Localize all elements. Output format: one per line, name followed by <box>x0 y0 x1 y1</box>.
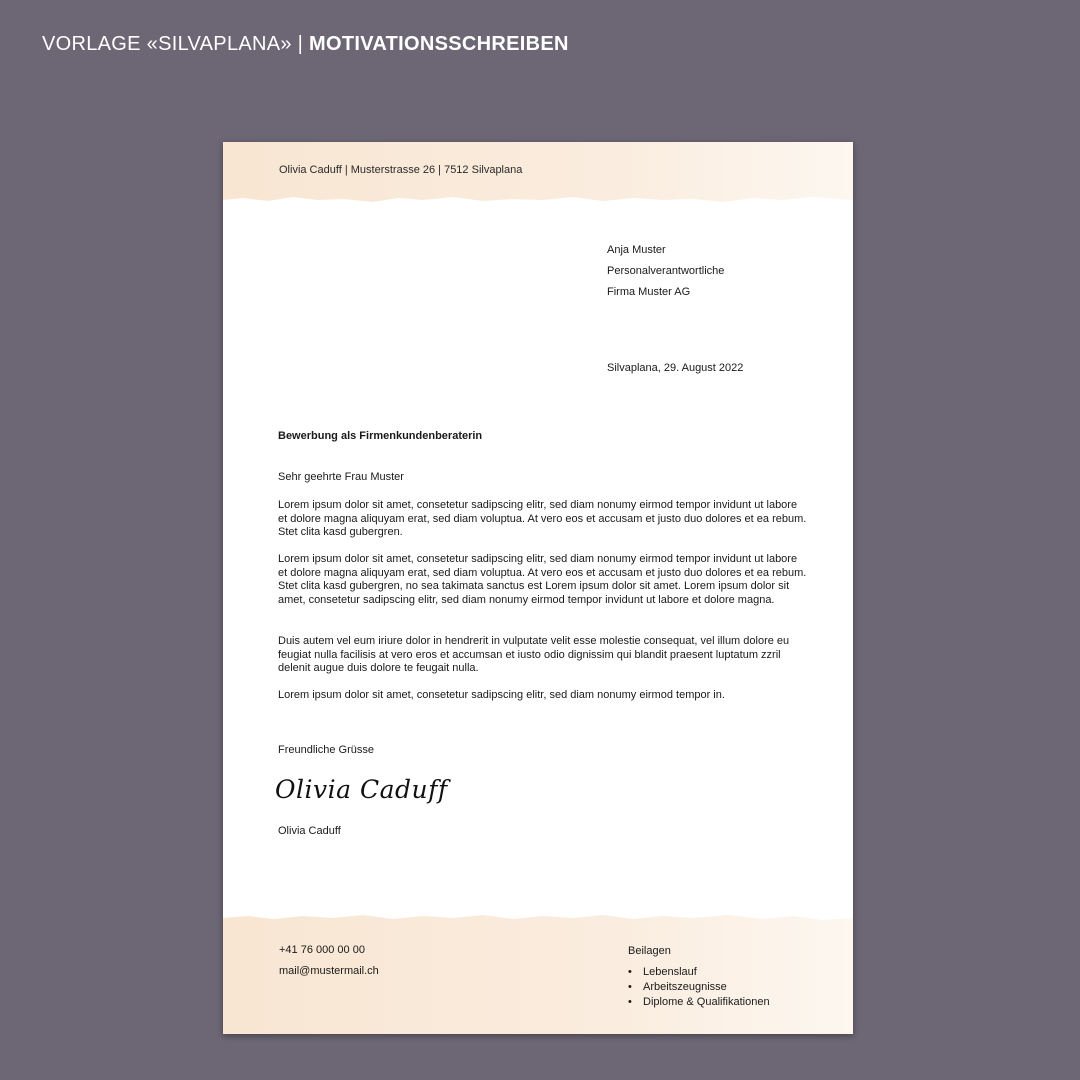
list-item: • Diplome & Qualifikationen <box>628 995 770 1010</box>
contact-phone: +41 76 000 00 00 <box>279 944 365 956</box>
contact-email: mail@mustermail.ch <box>279 965 379 977</box>
header-band <box>223 142 853 206</box>
body-paragraph: Lorem ipsum dolor sit amet, consetetur sadipscing elitr, sed diam nonumy eirmod tempor invidunt ut labore et dolore magna aliquyam erat, sed diam voluptua. At vero eos et accusam et justo duo dolores et ea rebum. Stet clita kasd gubergren, no sea takimata sanctus est Lorem ipsum dolor sit amet. Lorem ipsum dolor sit amet, consetetur sadipscing elitr, sed diam nonumy eirmod tempor invidunt ut labore et dolore magna. <box>278 553 807 606</box>
recipient-block <box>607 240 724 303</box>
recipient-company: Firma Muster AG <box>607 286 691 298</box>
recipient-name: Anja Muster <box>607 244 666 256</box>
body-paragraph: Lorem ipsum dolor sit amet, consetetur sadipscing elitr, sed diam nonumy eirmod tempor invidunt ut labore et dolore magna aliquyam erat, sed diam voluptua. At vero eos et accusam et justo duo dolores et ea rebum. Stet clita kasd gubergren. <box>278 499 807 539</box>
body-paragraph: Duis autem vel eum iriure dolor in hendrerit in vulputate velit esse molestie consequat, vel illum dolore eu feugiat nulla facilisis at vero eros et accumsan et iusto odio dignissim qui blandit praesent luptatum zzril delenit augue duis dolore te feugait nulla. <box>278 635 790 675</box>
contact-block <box>279 940 379 982</box>
list-item: • Lebenslauf <box>628 965 770 980</box>
letter-closing: Freundliche Grüsse <box>278 744 374 756</box>
letter-date: Silvaplana, 29. August 2022 <box>607 362 744 374</box>
letter-subject: Bewerbung als Firmenkundenberaterin <box>278 430 483 442</box>
letter-page <box>223 142 853 1034</box>
enclosures-list <box>628 965 770 1010</box>
sender-header-line: Olivia Caduff | Musterstrasse 26 | 7512 Silvaplana <box>279 164 523 176</box>
banner-prefix: VORLAGE «SILVAPLANA» | <box>42 33 310 55</box>
recipient-role: Personalverantwortliche <box>607 265 725 277</box>
template-title-banner <box>42 33 569 56</box>
handwritten-signature: Olivia Caduff <box>275 775 448 804</box>
list-item: • Arbeitszeugnisse <box>628 980 770 995</box>
body-paragraph: Lorem ipsum dolor sit amet, consetetur sadipscing elitr, sed diam nonumy eirmod tempor in. <box>278 689 725 701</box>
torn-edge-bottom <box>223 910 853 924</box>
letter-salutation: Sehr geehrte Frau Muster <box>278 471 404 483</box>
banner-title: MOTIVATIONSSCHREIBEN <box>309 33 569 55</box>
torn-edge-top <box>223 194 853 208</box>
enclosures-title: Beilagen <box>628 945 671 957</box>
signature-name: Olivia Caduff <box>278 825 341 837</box>
